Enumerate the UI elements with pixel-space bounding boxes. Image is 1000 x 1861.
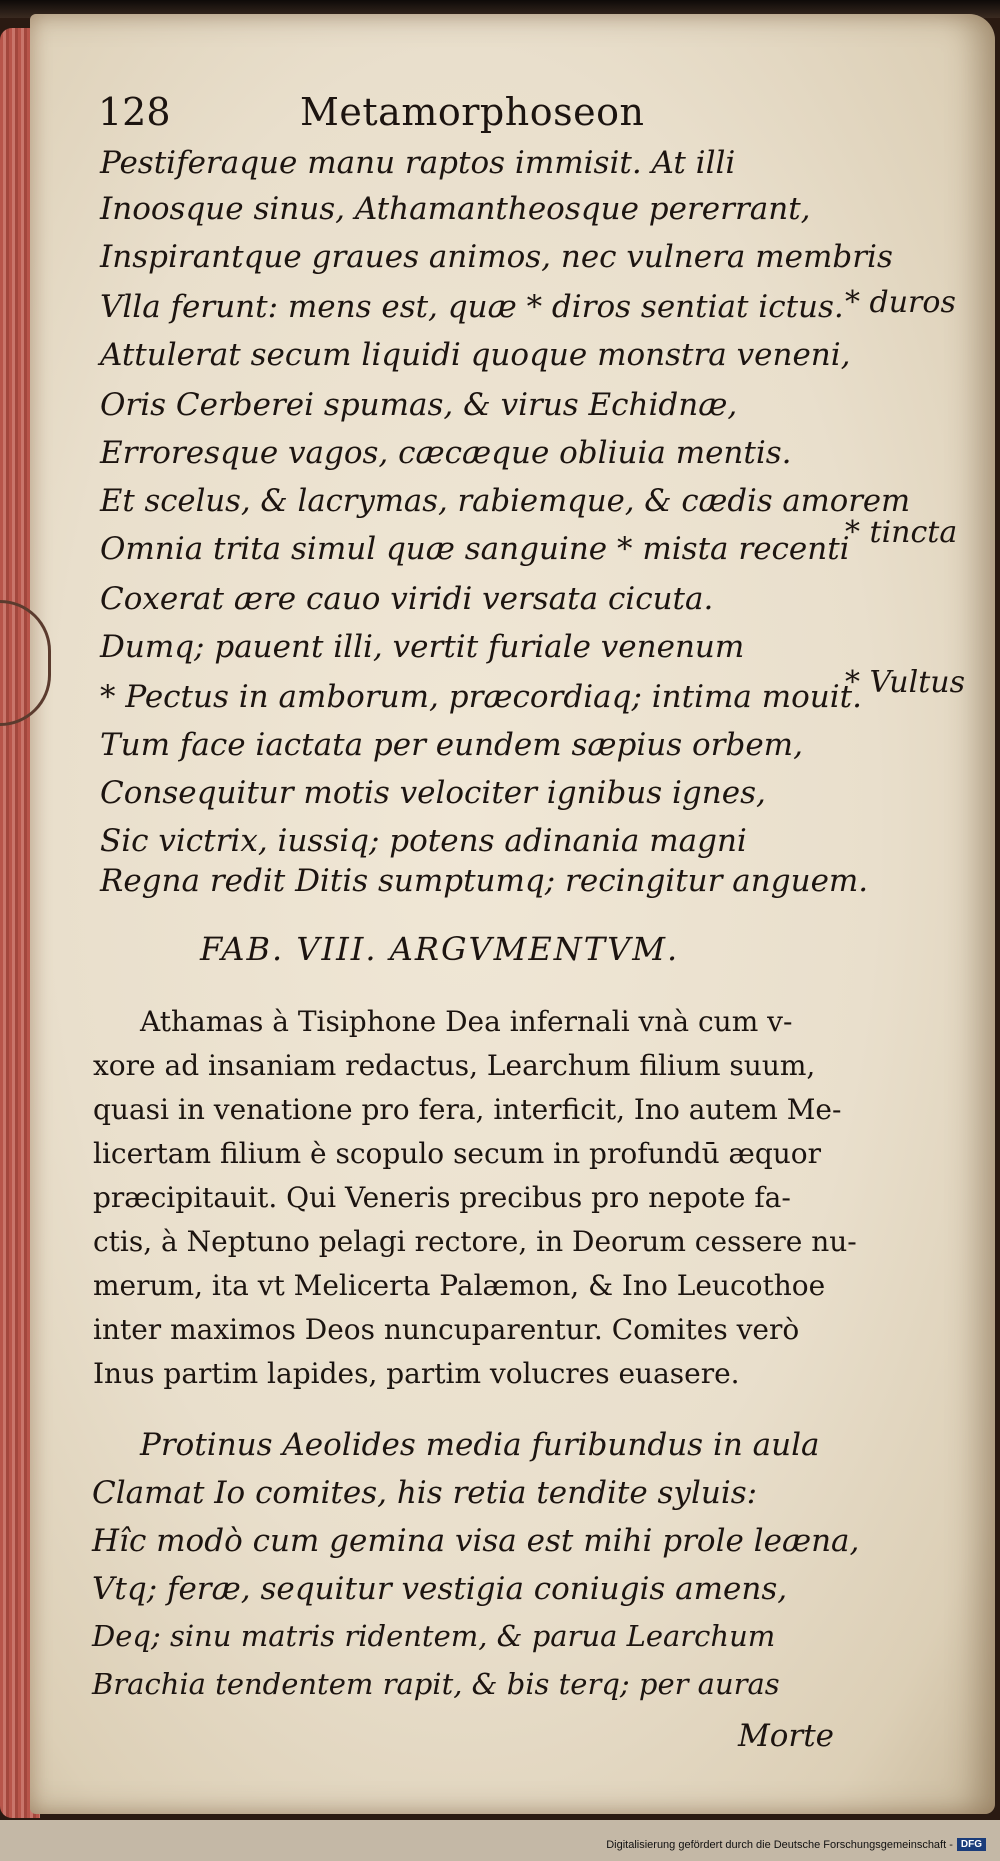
argument-line: inter maximos Deos nuncuparentur. Comites verò bbox=[93, 1313, 800, 1346]
footer-credit bbox=[606, 1838, 986, 1851]
verse-line: Consequitur motis velociter ignibus ignes, bbox=[100, 775, 766, 811]
verse-line: Dumq; pauent illi, vertit furiale venenum bbox=[100, 629, 745, 665]
argument-line: Inus partim lapides, partim volucres euasere. bbox=[93, 1357, 740, 1390]
verse-line: Inoosque sinus, Athamantheosque pererrant, bbox=[100, 191, 811, 227]
verse-line: Omnia trita simul quæ sanguine * mista recenti bbox=[100, 531, 850, 567]
margin-gloss: * Vultus bbox=[845, 665, 965, 700]
argument-line: quasi in venatione pro fera, interficit, Ino autem Me- bbox=[93, 1093, 842, 1126]
verse-line: Sic victrix, iussiq; potens adinania magni bbox=[100, 823, 747, 859]
verse-line: Erroresque vagos, cæcæque obliuia mentis. bbox=[100, 435, 792, 471]
argument-line: licertam filium è scopulo secum in profundū æquor bbox=[93, 1137, 822, 1170]
verse-line: Hîc modò cum gemina visa est mihi prole leæna, bbox=[92, 1523, 860, 1559]
verse-line: Deq; sinu matris ridentem, & parua Learchum bbox=[92, 1619, 776, 1653]
verse-line: Brachia tendentem rapit, & bis terq; per auras bbox=[92, 1667, 780, 1701]
verse-line: Vlla ferunt: mens est, quæ * diros sentiat ictus. bbox=[100, 289, 844, 325]
verse-line: Protinus Aeolides media furibundus in aula bbox=[140, 1427, 820, 1463]
verse-line: Oris Cerberei spumas, & virus Echidnæ, bbox=[100, 387, 738, 423]
verse-line: Pestiferaque manu raptos immisit. At illi bbox=[100, 145, 736, 181]
argument-line: xore ad insaniam redactus, Learchum filium suum, bbox=[93, 1049, 816, 1082]
verse-line: Et scelus, & lacrymas, rabiemque, & cædis amorem bbox=[100, 483, 911, 519]
verse-line: Vtq; feræ, sequitur vestigia coniugis amens, bbox=[92, 1571, 788, 1607]
verse-line: * Pectus in amborum, præcordiaq; intima mouit. bbox=[100, 679, 862, 715]
argument-line: præcipitauit. Qui Veneris precibus pro nepote fa- bbox=[93, 1181, 791, 1214]
folio-number: 128 bbox=[98, 90, 171, 134]
verse-line: Attulerat secum liquidi quoque monstra veneni, bbox=[100, 337, 851, 373]
verse-line: Coxerat ære cauo viridi versata cicuta. bbox=[100, 581, 714, 617]
dfg-logo: DFG bbox=[957, 1838, 986, 1851]
credit-text: Digitalisierung gefördert durch die Deutsche Forschungsgemeinschaft - bbox=[606, 1838, 953, 1851]
margin-gloss: * duros bbox=[845, 285, 956, 320]
running-head: Metamorphoseon bbox=[300, 90, 645, 134]
fable-heading: FAB. VIII. ARGVMENTVM. bbox=[200, 930, 680, 968]
verse-line: Tum face iactata per eundem sæpius orbem, bbox=[100, 727, 803, 763]
argument-line: merum, ita vt Melicerta Palæmon, & Ino Leucothoe bbox=[93, 1269, 826, 1302]
argument-line: ctis, à Neptuno pelagi rectore, in Deorum cessere nu- bbox=[93, 1225, 857, 1258]
argument-line: Athamas à Tisiphone Dea infernali vnà cum v- bbox=[140, 1005, 793, 1038]
verse-line: Inspirantque graues animos, nec vulnera membris bbox=[100, 239, 893, 275]
catchword: Morte bbox=[738, 1718, 835, 1754]
verse-line: Clamat Io comites, his retia tendite syluis: bbox=[92, 1475, 758, 1511]
margin-gloss: * tincta bbox=[845, 515, 958, 550]
verse-line: Regna redit Ditis sumptumq; recingitur anguem. bbox=[100, 863, 869, 899]
